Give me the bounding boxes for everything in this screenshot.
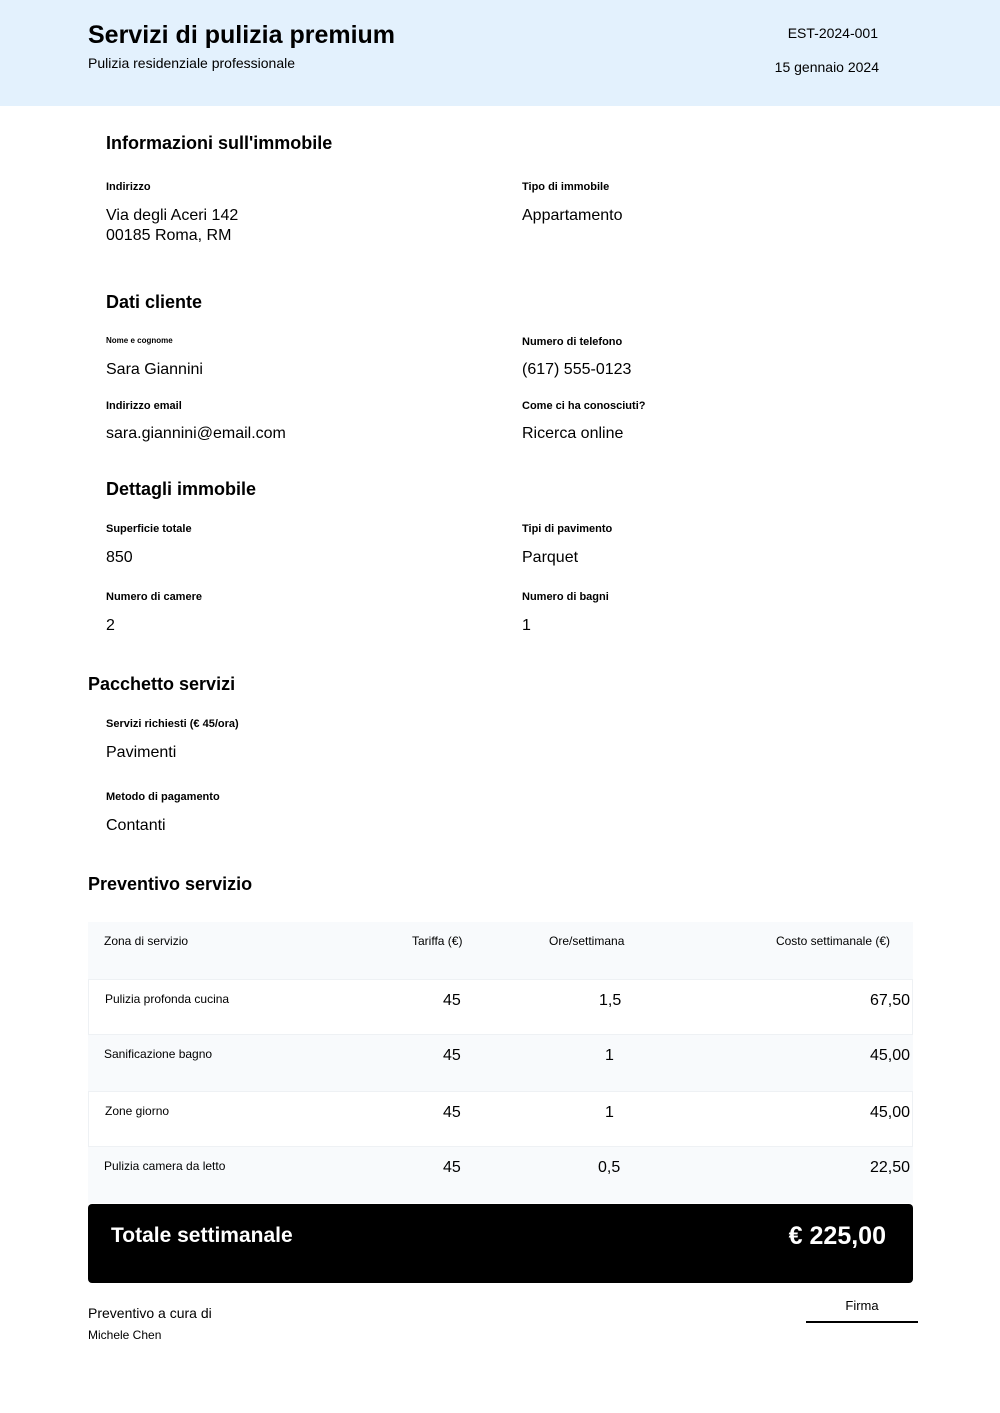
property-details-title: Dettagli immobile <box>106 479 257 499</box>
services-value: Pavimenti <box>106 744 177 761</box>
estimate-title: Preventivo servizio <box>88 874 253 894</box>
column-header-hours: Ore/settimana <box>549 934 625 948</box>
signature-line <box>806 1321 918 1323</box>
row-rate: 45 <box>443 1104 461 1121</box>
prepared-by-label: Preventivo a cura di <box>88 1305 212 1321</box>
property-type-value: Appartamento <box>522 207 623 224</box>
estimate-table <box>88 922 913 1203</box>
estimate-number: EST-2024-001 <box>787 25 878 41</box>
property-info-title: Informazioni sull'immobile <box>106 133 333 153</box>
column-header-zone: Zona di servizio <box>104 934 189 948</box>
row-hours: 1,5 <box>599 992 622 1009</box>
property-type-label: Tipo di immobile <box>522 181 610 193</box>
table-row <box>88 979 913 1035</box>
row-zone: Sanificazione bagno <box>104 1047 213 1061</box>
services-label: Servizi richiesti (€ 45/ora) <box>106 718 239 730</box>
column-header-cost: Costo settimanale (€) <box>775 934 890 948</box>
floor-type-label: Tipi di pavimento <box>522 523 613 535</box>
rooms-label: Numero di camere <box>106 591 202 603</box>
row-hours: 1 <box>605 1047 614 1064</box>
package-title: Pacchetto servizi <box>88 674 236 694</box>
row-rate: 45 <box>443 1047 461 1064</box>
row-hours: 0,5 <box>598 1159 621 1176</box>
row-zone: Pulizia profonda cucina <box>105 992 230 1006</box>
signature-label: Firma <box>845 1298 879 1313</box>
column-header-rate: Tariffa (€) <box>412 934 463 948</box>
rooms-value: 2 <box>106 617 115 634</box>
row-zone: Pulizia camera da letto <box>104 1159 226 1173</box>
row-rate: 45 <box>443 1159 461 1176</box>
document-header <box>0 0 1000 106</box>
area-value: 850 <box>106 549 133 566</box>
email-value: sara.giannini@email.com <box>106 425 286 442</box>
baths-value: 1 <box>522 617 531 634</box>
company-title: Servizi di pulizia premium <box>88 21 396 49</box>
total-bar <box>88 1204 913 1283</box>
email-label: Indirizzo email <box>106 400 182 412</box>
client-name-value: Sara Giannini <box>106 361 203 378</box>
source-value: Ricerca online <box>522 425 624 442</box>
row-zone: Zone giorno <box>105 1104 170 1118</box>
phone-label: Numero di telefono <box>522 336 623 348</box>
phone-value: (617) 555-0123 <box>522 361 632 378</box>
payment-label: Metodo di pagamento <box>106 791 220 803</box>
baths-label: Numero di bagni <box>522 591 609 603</box>
address-line2: 00185 Roma, RM <box>106 227 232 244</box>
row-cost: 67,50 <box>869 992 910 1009</box>
total-label: Totale settimanale <box>111 1224 293 1247</box>
address-line1: Via degli Aceri 142 <box>106 207 239 224</box>
row-cost: 22,50 <box>869 1159 910 1176</box>
total-value: € 225,00 <box>788 1222 886 1250</box>
client-name-label: Nome e cognome <box>106 336 173 345</box>
row-rate: 45 <box>443 992 461 1009</box>
table-row <box>88 1147 913 1203</box>
estimate-date: 15 gennaio 2024 <box>774 59 879 75</box>
source-label: Come ci ha conosciuti? <box>522 400 646 412</box>
address-label: Indirizzo <box>106 181 151 193</box>
payment-value: Contanti <box>106 817 166 834</box>
prepared-by-name: Michele Chen <box>88 1328 162 1342</box>
client-title: Dati cliente <box>106 292 203 312</box>
area-label: Superficie totale <box>106 523 192 535</box>
row-cost: 45,00 <box>869 1047 910 1064</box>
company-subtitle: Pulizia residenziale professionale <box>88 55 296 71</box>
table-row <box>88 1035 913 1091</box>
row-hours: 1 <box>605 1104 614 1121</box>
row-cost: 45,00 <box>869 1104 910 1121</box>
floor-type-value: Parquet <box>522 549 579 566</box>
table-row <box>88 1091 913 1147</box>
table-header <box>88 922 913 979</box>
